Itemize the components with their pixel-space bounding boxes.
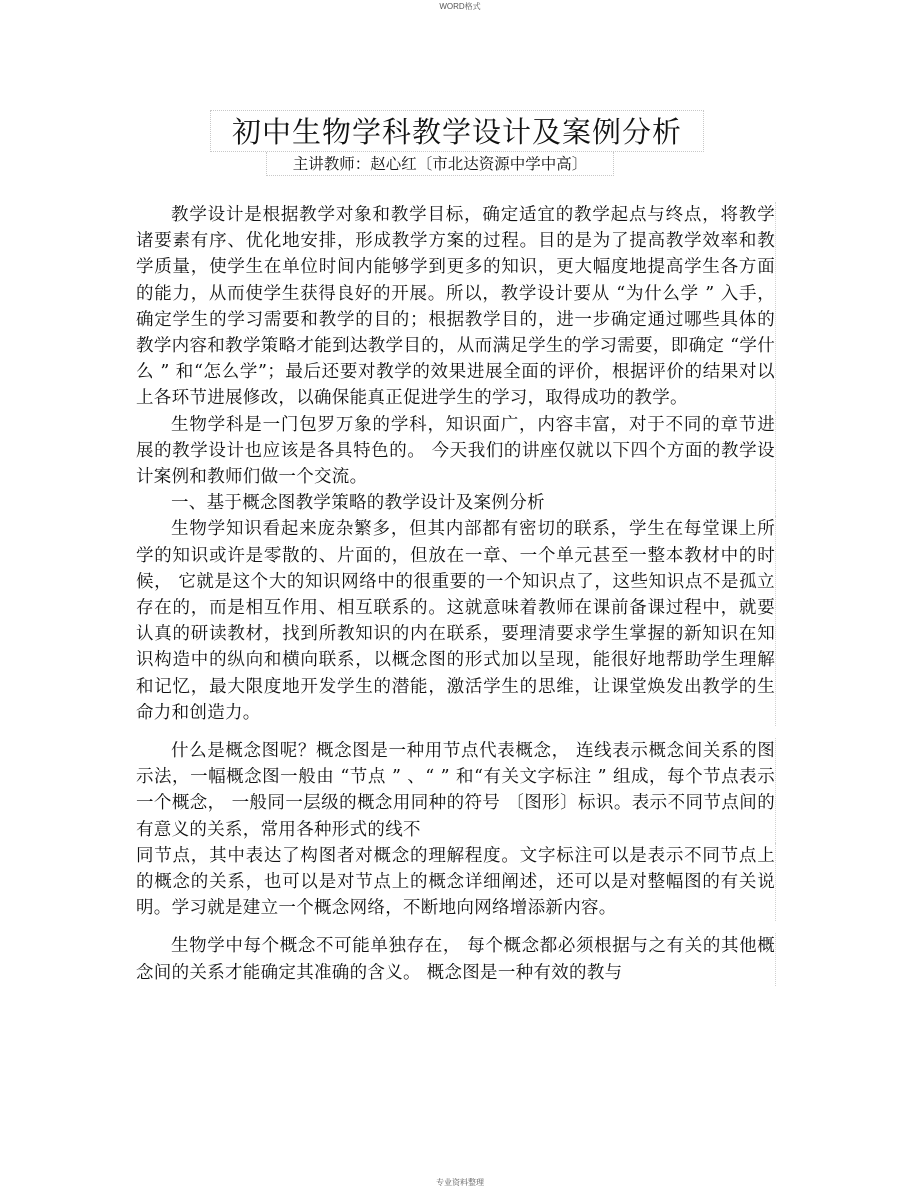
paragraph-concept-network: 生物学知识看起来庞杂繁多，但其内部都有密切的联系，学生在每堂课上所学的知识或许是零散的、片面的，但放在一章、一个单元甚至一整本教材中的时候， 它就是这个大的知识网络中的很重要的一个知识点了，这些知识点不是孤立存在的，而是相互作用、相互联系的。这就意味着教师在课前备课过程中，就要认真的研读教材，找到所教知识的内在联系，要理清要求学生掌握的新知识在知识构造中的纵向和横向联系，以概念图的形式加以呈现，能很好地帮助学生理解和记忆，最大限度地开发学生的潜能，激活学生的思维，让课堂焕发出教学的生命力和创造力。 — [136, 516, 776, 726]
paragraph-concept-map-definition: 什么是概念图呢？概念图是一种用节点代表概念， 连线表示概念间关系的图示法，一幅概念图一般由 “节点 ” 、“ ” 和“有关文字标注 ” 组成，每个节点表示一个概念， 一般同一层级的概念用同种的符号 〔图形〕标识。表示不同节点间的有意义的关系，常用各种形式的线不 — [136, 738, 776, 843]
paragraph-gap — [136, 921, 776, 933]
paragraph-overview: 生物学科是一门包罗万象的学科，知识面广，内容丰富，对于不同的章节进展的教学设计也应该是各具特色的。 今天我们的讲座仅就以下四个方面的教学设计案例和教师们做一个交流。 — [136, 412, 776, 491]
section-heading: 一、基于概念图教学策略的教学设计及案例分析 — [136, 490, 776, 516]
document-body — [136, 202, 776, 986]
paragraph-concept-map-nodes: 同节点，其中表达了构图者对概念的理解程度。文字标注可以是表示不同节点上的概念的关系，也可以是对节点上的概念详细阐述，还可以是对整幅图的有关说明。学习就是建立一个概念网络，不断地向网络增添新内容。 — [136, 843, 776, 922]
paragraph-gap — [136, 726, 776, 738]
paragraph-intro: 教学设计是根据教学对象和教学目标，确定适宜的教学起点与终点，将教学诸要素有序、优化地安排，形成教学方案的过程。目的是为了提高教学效率和教学质量，使学生在单位时间内能够学到更多的知识，更大幅度地提高学生各方面的能力，从而使学生获得良好的开展。所以，教学设计要从 “为什么学 ” 入手，确定学生的学习需要和教学的目的；根据教学目的，进一步确定通过哪些具体的教学内容和教学策略才能到达教学目的，从而满足学生的学习需要，即确定 “学什么 ” 和“怎么学”；最后还要对教学的效果进展全面的评价，根据评价的结果对以上各环节进展修改，以确保能真正促进学生的学习，取得成功的教学。 — [136, 202, 776, 412]
document-subtitle: 主讲教师：赵心红〔市北达资源中学中高〕 — [292, 155, 588, 173]
paragraph-concept-relations: 生物学中每个概念不可能单独存在， 每个概念都必须根据与之有关的其他概念间的关系才能确定其准确的含义。 概念图是一种有效的教与 — [136, 933, 776, 985]
document-title: 初中生物学科教学设计及案例分析 — [231, 115, 682, 149]
page-header: WORD格式 — [439, 2, 481, 11]
page-footer: 专业资料整理 — [436, 1178, 484, 1187]
